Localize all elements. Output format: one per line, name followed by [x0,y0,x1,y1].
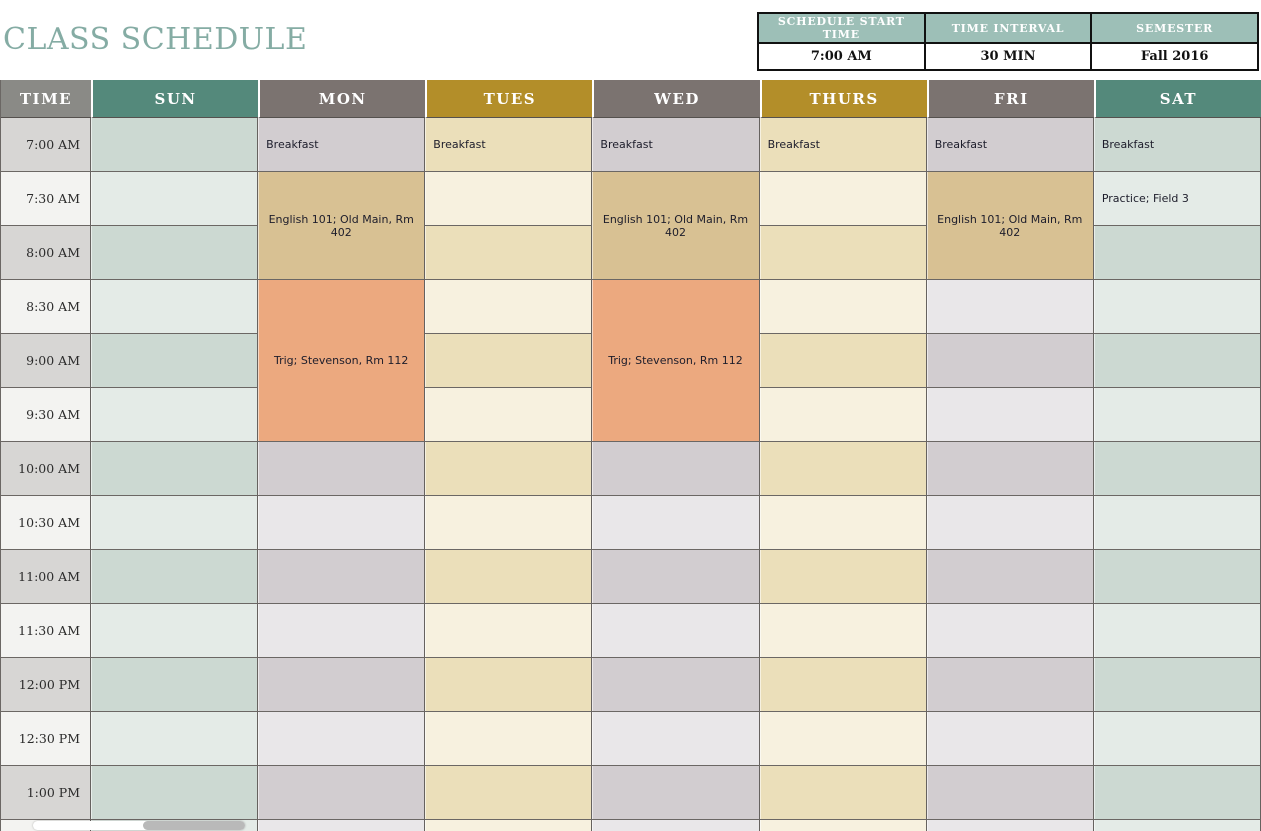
schedule-cell-mon[interactable] [258,766,425,820]
time-cell[interactable]: 7:00 AM [1,118,91,172]
schedule-cell-mon[interactable] [258,658,425,712]
schedule-cell-tues[interactable] [425,388,592,442]
schedule-cell-tues[interactable] [425,172,592,226]
schedule-cell-sun[interactable] [91,496,258,550]
schedule-cell-fri[interactable] [927,550,1094,604]
info-value-semester[interactable]: Fall 2016 [1091,43,1258,70]
schedule-cell-sun[interactable] [91,334,258,388]
schedule-cell-sat[interactable] [1094,226,1261,280]
schedule-cell-mon[interactable] [258,820,425,831]
schedule-cell-tues[interactable] [425,442,592,496]
schedule-cell-wed[interactable] [592,442,759,496]
event-cell-tues[interactable]: Breakfast [425,118,592,172]
schedule-cell-sat[interactable] [1094,604,1261,658]
time-cell[interactable]: 1:00 PM [1,766,91,820]
column-header-sun[interactable]: SUN [91,80,258,118]
page-title: CLASS SCHEDULE [3,22,308,57]
time-cell[interactable]: 11:30 AM [1,604,91,658]
time-cell[interactable]: 9:30 AM [1,388,91,442]
schedule-cell-fri[interactable] [927,442,1094,496]
schedule-cell-sat[interactable] [1094,280,1261,334]
schedule-cell-fri[interactable] [927,604,1094,658]
horizontal-scrollbar-track[interactable] [33,821,245,830]
time-cell[interactable]: 8:00 AM [1,226,91,280]
info-value-time-interval[interactable]: 30 MIN [925,43,1092,70]
schedule-cell-thurs[interactable] [760,388,927,442]
schedule-cell-sun[interactable] [91,712,258,766]
schedule-cell-sun[interactable] [91,118,258,172]
schedule-cell-tues[interactable] [425,226,592,280]
time-cell[interactable]: 11:00 AM [1,550,91,604]
event-cell-thurs[interactable]: Breakfast [760,118,927,172]
schedule-cell-wed[interactable] [592,496,759,550]
schedule-cell-thurs[interactable] [760,604,927,658]
schedule-cell-tues[interactable] [425,766,592,820]
column-header-time[interactable]: TIME [1,80,91,118]
schedule-cell-thurs[interactable] [760,280,927,334]
schedule-cell-wed[interactable] [592,766,759,820]
schedule-cell-sun[interactable] [91,388,258,442]
info-label-semester: SEMESTER [1091,13,1258,43]
time-cell[interactable]: 7:30 AM [1,172,91,226]
info-value-start-time[interactable]: 7:00 AM [758,43,925,70]
schedule-cell-tues[interactable] [425,712,592,766]
column-header-tues[interactable]: TUES [425,80,592,118]
schedule-cell-thurs[interactable] [760,658,927,712]
event-cell-fri[interactable]: English 101; Old Main, Rm 402 [927,172,1094,280]
schedule-cell-sat[interactable] [1094,712,1261,766]
schedule-cell-tues[interactable] [425,280,592,334]
schedule-cell-sun[interactable] [91,280,258,334]
info-label-start-time: SCHEDULE START TIME [758,13,925,43]
schedule-cell-fri[interactable] [927,388,1094,442]
event-cell-mon[interactable]: Trig; Stevenson, Rm 112 [258,280,425,442]
schedule-cell-sun[interactable] [91,172,258,226]
schedule-info-table [757,12,1259,71]
event-cell-sat[interactable]: Practice; Field 3 [1094,172,1261,226]
schedule-cell-wed[interactable] [592,604,759,658]
schedule-cell-tues[interactable] [425,496,592,550]
schedule-cell-sat[interactable] [1094,658,1261,712]
column-header-fri[interactable]: FRI [927,80,1094,118]
column-header-sat[interactable]: SAT [1094,80,1261,118]
schedule-cell-sat[interactable] [1094,388,1261,442]
time-cell[interactable]: 9:00 AM [1,334,91,388]
schedule-cell-sun[interactable] [91,442,258,496]
schedule-cell-thurs[interactable] [760,820,927,831]
schedule-cell-mon[interactable] [258,550,425,604]
column-header-mon[interactable]: MON [258,80,425,118]
schedule-cell-wed[interactable] [592,712,759,766]
schedule-cell-fri[interactable] [927,280,1094,334]
schedule-cell-sun[interactable] [91,658,258,712]
schedule-cell-sun[interactable] [91,766,258,820]
schedule-cell-thurs[interactable] [760,172,927,226]
event-cell-wed[interactable]: English 101; Old Main, Rm 402 [592,172,759,280]
schedule-cell-sun[interactable] [91,550,258,604]
schedule-cell-sat[interactable] [1094,550,1261,604]
schedule-cell-tues[interactable] [425,550,592,604]
schedule-cell-wed[interactable] [592,658,759,712]
time-cell[interactable]: 10:00 AM [1,442,91,496]
event-cell-fri[interactable]: Breakfast [927,118,1094,172]
schedule-cell-tues[interactable] [425,334,592,388]
schedule-cell-sat[interactable] [1094,766,1261,820]
time-cell[interactable]: 8:30 AM [1,280,91,334]
schedule-cell-fri[interactable] [927,820,1094,831]
time-cell[interactable]: 12:30 PM [1,712,91,766]
time-cell[interactable]: 10:30 AM [1,496,91,550]
schedule-cell-tues[interactable] [425,820,592,831]
event-cell-wed[interactable]: Trig; Stevenson, Rm 112 [592,280,759,442]
event-cell-mon[interactable]: English 101; Old Main, Rm 402 [258,172,425,280]
schedule-cell-mon[interactable] [258,712,425,766]
schedule-cell-mon[interactable] [258,496,425,550]
schedule-cell-mon[interactable] [258,604,425,658]
schedule-grid [0,80,1261,831]
column-header-thurs[interactable]: THURS [760,80,927,118]
schedule-cell-sat[interactable] [1094,334,1261,388]
time-cell[interactable]: 12:00 PM [1,658,91,712]
schedule-cell-fri[interactable] [927,496,1094,550]
schedule-cell-thurs[interactable] [760,550,927,604]
schedule-cell-thurs[interactable] [760,712,927,766]
schedule-cell-tues[interactable] [425,604,592,658]
schedule-cell-thurs[interactable] [760,442,927,496]
schedule-cell-fri[interactable] [927,766,1094,820]
schedule-cell-sat[interactable] [1094,820,1261,831]
schedule-cell-tues[interactable] [425,658,592,712]
schedule-cell-wed[interactable] [592,550,759,604]
schedule-cell-sun[interactable] [91,604,258,658]
schedule-cell-sat[interactable] [1094,496,1261,550]
schedule-cell-thurs[interactable] [760,334,927,388]
schedule-cell-fri[interactable] [927,334,1094,388]
schedule-cell-fri[interactable] [927,658,1094,712]
schedule-cell-sat[interactable] [1094,442,1261,496]
schedule-cell-thurs[interactable] [760,226,927,280]
info-label-time-interval: TIME INTERVAL [925,13,1092,43]
schedule-cell-mon[interactable] [258,442,425,496]
schedule-cell-fri[interactable] [927,712,1094,766]
horizontal-scrollbar-thumb[interactable] [143,821,245,830]
event-cell-mon[interactable]: Breakfast [258,118,425,172]
event-cell-sat[interactable]: Breakfast [1094,118,1261,172]
schedule-cell-wed[interactable] [592,820,759,831]
schedule-cell-thurs[interactable] [760,766,927,820]
schedule-cell-thurs[interactable] [760,496,927,550]
schedule-cell-sun[interactable] [91,226,258,280]
event-cell-wed[interactable]: Breakfast [592,118,759,172]
column-header-wed[interactable]: WED [592,80,759,118]
